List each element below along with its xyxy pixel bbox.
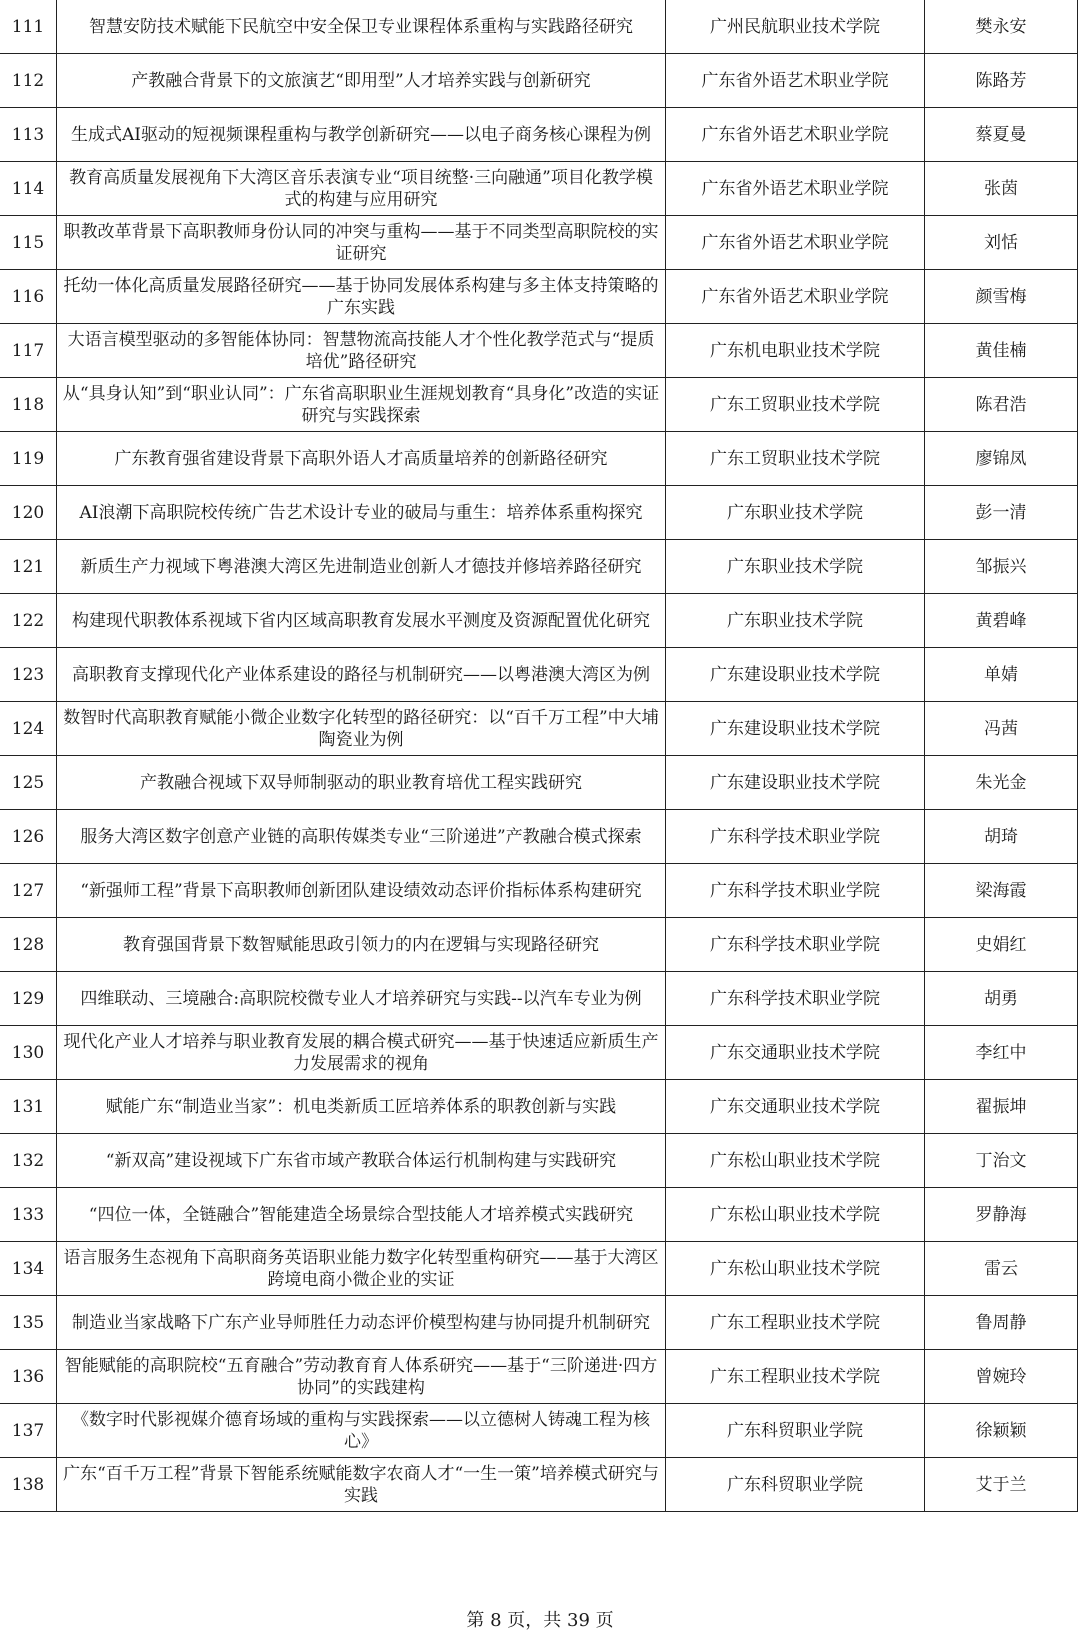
project-leader: 黄佳楠 [925,324,1078,378]
school-name: 广东建设职业技术学院 [666,648,925,702]
row-number: 114 [0,162,57,216]
project-leader: 徐颖颖 [925,1404,1078,1458]
project-leader: 史娟红 [925,918,1078,972]
school-name: 广东科学技术职业学院 [666,918,925,972]
project-title: 教育强国背景下数智赋能思政引领力的内在逻辑与实现路径研究 [57,918,666,972]
project-leader: 冯茜 [925,702,1078,756]
table-row [0,324,1078,378]
project-title: 赋能广东“制造业当家”：机电类新质工匠培养体系的职教创新与实践 [57,1080,666,1134]
project-title: 语言服务生态视角下高职商务英语职业能力数字化转型重构研究——基于大湾区跨境电商小微企业的实证 [57,1242,666,1296]
project-title: 四维联动、三境融合:高职院校微专业人才培养研究与实践--以汽车专业为例 [57,972,666,1026]
row-number: 116 [0,270,57,324]
row-number: 127 [0,864,57,918]
table-row [0,1188,1078,1242]
school-name: 广东建设职业技术学院 [666,756,925,810]
row-number: 120 [0,486,57,540]
school-name: 广东省外语艺术职业学院 [666,216,925,270]
project-leader: 陈路芳 [925,54,1078,108]
table-row [0,432,1078,486]
project-title: AI浪潮下高职院校传统广告艺术设计专业的破局与重生：培养体系重构探究 [57,486,666,540]
school-name: 广东松山职业技术学院 [666,1134,925,1188]
row-number: 126 [0,810,57,864]
school-name: 广东科贸职业学院 [666,1458,925,1512]
project-title: 制造业当家战略下广东产业导师胜任力动态评价模型构建与协同提升机制研究 [57,1296,666,1350]
table-row [0,1134,1078,1188]
project-title: 职教改革背景下高职教师身份认同的冲突与重构——基于不同类型高职院校的实证研究 [57,216,666,270]
row-number: 118 [0,378,57,432]
project-leader: 丁治文 [925,1134,1078,1188]
project-leader: 廖锦凤 [925,432,1078,486]
school-name: 广东工贸职业技术学院 [666,378,925,432]
project-title: 从“具身认知”到“职业认同”：广东省高职职业生涯规划教育“具身化”改造的实证研究与实践探索 [57,378,666,432]
table-row [0,810,1078,864]
project-leader: 刘恬 [925,216,1078,270]
table-row [0,216,1078,270]
school-name: 广东省外语艺术职业学院 [666,108,925,162]
school-name: 广东职业技术学院 [666,540,925,594]
project-title: 《数字时代影视媒介德育场域的重构与实践探索——以立德树人铸魂工程为核心》 [57,1404,666,1458]
project-title: “四位一体，全链融合”智能建造全场景综合型技能人才培养模式实践研究 [57,1188,666,1242]
school-name: 广东工贸职业技术学院 [666,432,925,486]
row-number: 124 [0,702,57,756]
project-title: 广东“百千万工程”背景下智能系统赋能数字农商人才“一生一策”培养模式研究与实践 [57,1458,666,1512]
project-title: 生成式AI驱动的短视频课程重构与教学创新研究——以电子商务核心课程为例 [57,108,666,162]
row-number: 122 [0,594,57,648]
table-row [0,1296,1078,1350]
project-leader: 黄碧峰 [925,594,1078,648]
row-number: 137 [0,1404,57,1458]
project-leader: 鲁周静 [925,1296,1078,1350]
school-name: 广东工程职业技术学院 [666,1350,925,1404]
project-leader: 陈君浩 [925,378,1078,432]
school-name: 广东科贸职业学院 [666,1404,925,1458]
project-title: 教育高质量发展视角下大湾区音乐表演专业“项目统整·三向融通”项目化教学模式的构建与应用研究 [57,162,666,216]
table-row [0,108,1078,162]
school-name: 广东建设职业技术学院 [666,702,925,756]
project-leader: 胡琦 [925,810,1078,864]
project-leader: 艾于兰 [925,1458,1078,1512]
row-number: 113 [0,108,57,162]
table-row [0,270,1078,324]
project-leader: 李红中 [925,1026,1078,1080]
school-name: 广东科学技术职业学院 [666,972,925,1026]
table-row [0,1242,1078,1296]
row-number: 115 [0,216,57,270]
project-title: 托幼一体化高质量发展路径研究——基于协同发展体系构建与多主体支持策略的广东实践 [57,270,666,324]
project-title: 现代化产业人才培养与职业教育发展的耦合模式研究——基于快速适应新质生产力发展需求的视角 [57,1026,666,1080]
table-row [0,702,1078,756]
school-name: 广东机电职业技术学院 [666,324,925,378]
project-title: 广东教育强省建设背景下高职外语人才高质量培养的创新路径研究 [57,432,666,486]
table-row [0,540,1078,594]
table-row [0,1350,1078,1404]
project-leader: 彭一清 [925,486,1078,540]
project-leader: 翟振坤 [925,1080,1078,1134]
table-row [0,756,1078,810]
table-row [0,1404,1078,1458]
project-leader: 雷云 [925,1242,1078,1296]
row-number: 134 [0,1242,57,1296]
row-number: 135 [0,1296,57,1350]
table-row [0,594,1078,648]
table-row [0,1026,1078,1080]
project-title: 产教融合背景下的文旅演艺“即用型”人才培养实践与创新研究 [57,54,666,108]
project-leader: 颜雪梅 [925,270,1078,324]
table-row [0,378,1078,432]
table-row [0,54,1078,108]
school-name: 广东松山职业技术学院 [666,1188,925,1242]
table-row [0,486,1078,540]
table-row [0,864,1078,918]
school-name: 广州民航职业技术学院 [666,0,925,54]
row-number: 128 [0,918,57,972]
table-row [0,162,1078,216]
project-title: 构建现代职教体系视域下省内区域高职教育发展水平测度及资源配置优化研究 [57,594,666,648]
school-name: 广东交通职业技术学院 [666,1080,925,1134]
table-row [0,972,1078,1026]
row-number: 121 [0,540,57,594]
project-title: “新强师工程”背景下高职教师创新团队建设绩效动态评价指标体系构建研究 [57,864,666,918]
project-title: 产教融合视域下双导师制驱动的职业教育培优工程实践研究 [57,756,666,810]
project-leader: 胡勇 [925,972,1078,1026]
project-title: 服务大湾区数字创意产业链的高职传媒类专业“三阶递进”产教融合模式探索 [57,810,666,864]
project-title: 高职教育支撑现代化产业体系建设的路径与机制研究——以粤港澳大湾区为例 [57,648,666,702]
school-name: 广东职业技术学院 [666,486,925,540]
table-row [0,1080,1078,1134]
row-number: 133 [0,1188,57,1242]
project-leader: 梁海霞 [925,864,1078,918]
project-leader: 单婧 [925,648,1078,702]
row-number: 119 [0,432,57,486]
project-title: 数智时代高职教育赋能小微企业数字化转型的路径研究：以“百千万工程”中大埔陶瓷业为例 [57,702,666,756]
project-leader: 樊永安 [925,0,1078,54]
project-leader: 罗静海 [925,1188,1078,1242]
table-row [0,1458,1078,1512]
row-number: 138 [0,1458,57,1512]
row-number: 136 [0,1350,57,1404]
project-title: 大语言模型驱动的多智能体协同：智慧物流高技能人才个性化教学范式与“提质培优”路径研究 [57,324,666,378]
row-number: 132 [0,1134,57,1188]
project-title: 智慧安防技术赋能下民航空中安全保卫专业课程体系重构与实践路径研究 [57,0,666,54]
table-row [0,0,1078,54]
project-leader: 朱光金 [925,756,1078,810]
school-name: 广东松山职业技术学院 [666,1242,925,1296]
project-title: 新质生产力视域下粤港澳大湾区先进制造业创新人才德技并修培养路径研究 [57,540,666,594]
school-name: 广东省外语艺术职业学院 [666,162,925,216]
project-title: 智能赋能的高职院校“五育融合”劳动教育育人体系研究——基于“三阶递进·四方协同”的实践建构 [57,1350,666,1404]
row-number: 111 [0,0,57,54]
project-leader: 张茵 [925,162,1078,216]
school-name: 广东工程职业技术学院 [666,1296,925,1350]
project-title: “新双高”建设视域下广东省市域产教联合体运行机制构建与实践研究 [57,1134,666,1188]
school-name: 广东科学技术职业学院 [666,810,925,864]
row-number: 129 [0,972,57,1026]
school-name: 广东省外语艺术职业学院 [666,54,925,108]
row-number: 117 [0,324,57,378]
table-row [0,918,1078,972]
project-leader: 曾婉玲 [925,1350,1078,1404]
row-number: 130 [0,1026,57,1080]
school-name: 广东科学技术职业学院 [666,864,925,918]
school-name: 广东交通职业技术学院 [666,1026,925,1080]
table-row [0,648,1078,702]
project-leader: 蔡夏曼 [925,108,1078,162]
page-number: 第 8 页，共 39 页 [466,1610,614,1631]
row-number: 123 [0,648,57,702]
project-leader: 邹振兴 [925,540,1078,594]
school-name: 广东省外语艺术职业学院 [666,270,925,324]
row-number: 112 [0,54,57,108]
row-number: 125 [0,756,57,810]
school-name: 广东职业技术学院 [666,594,925,648]
row-number: 131 [0,1080,57,1134]
